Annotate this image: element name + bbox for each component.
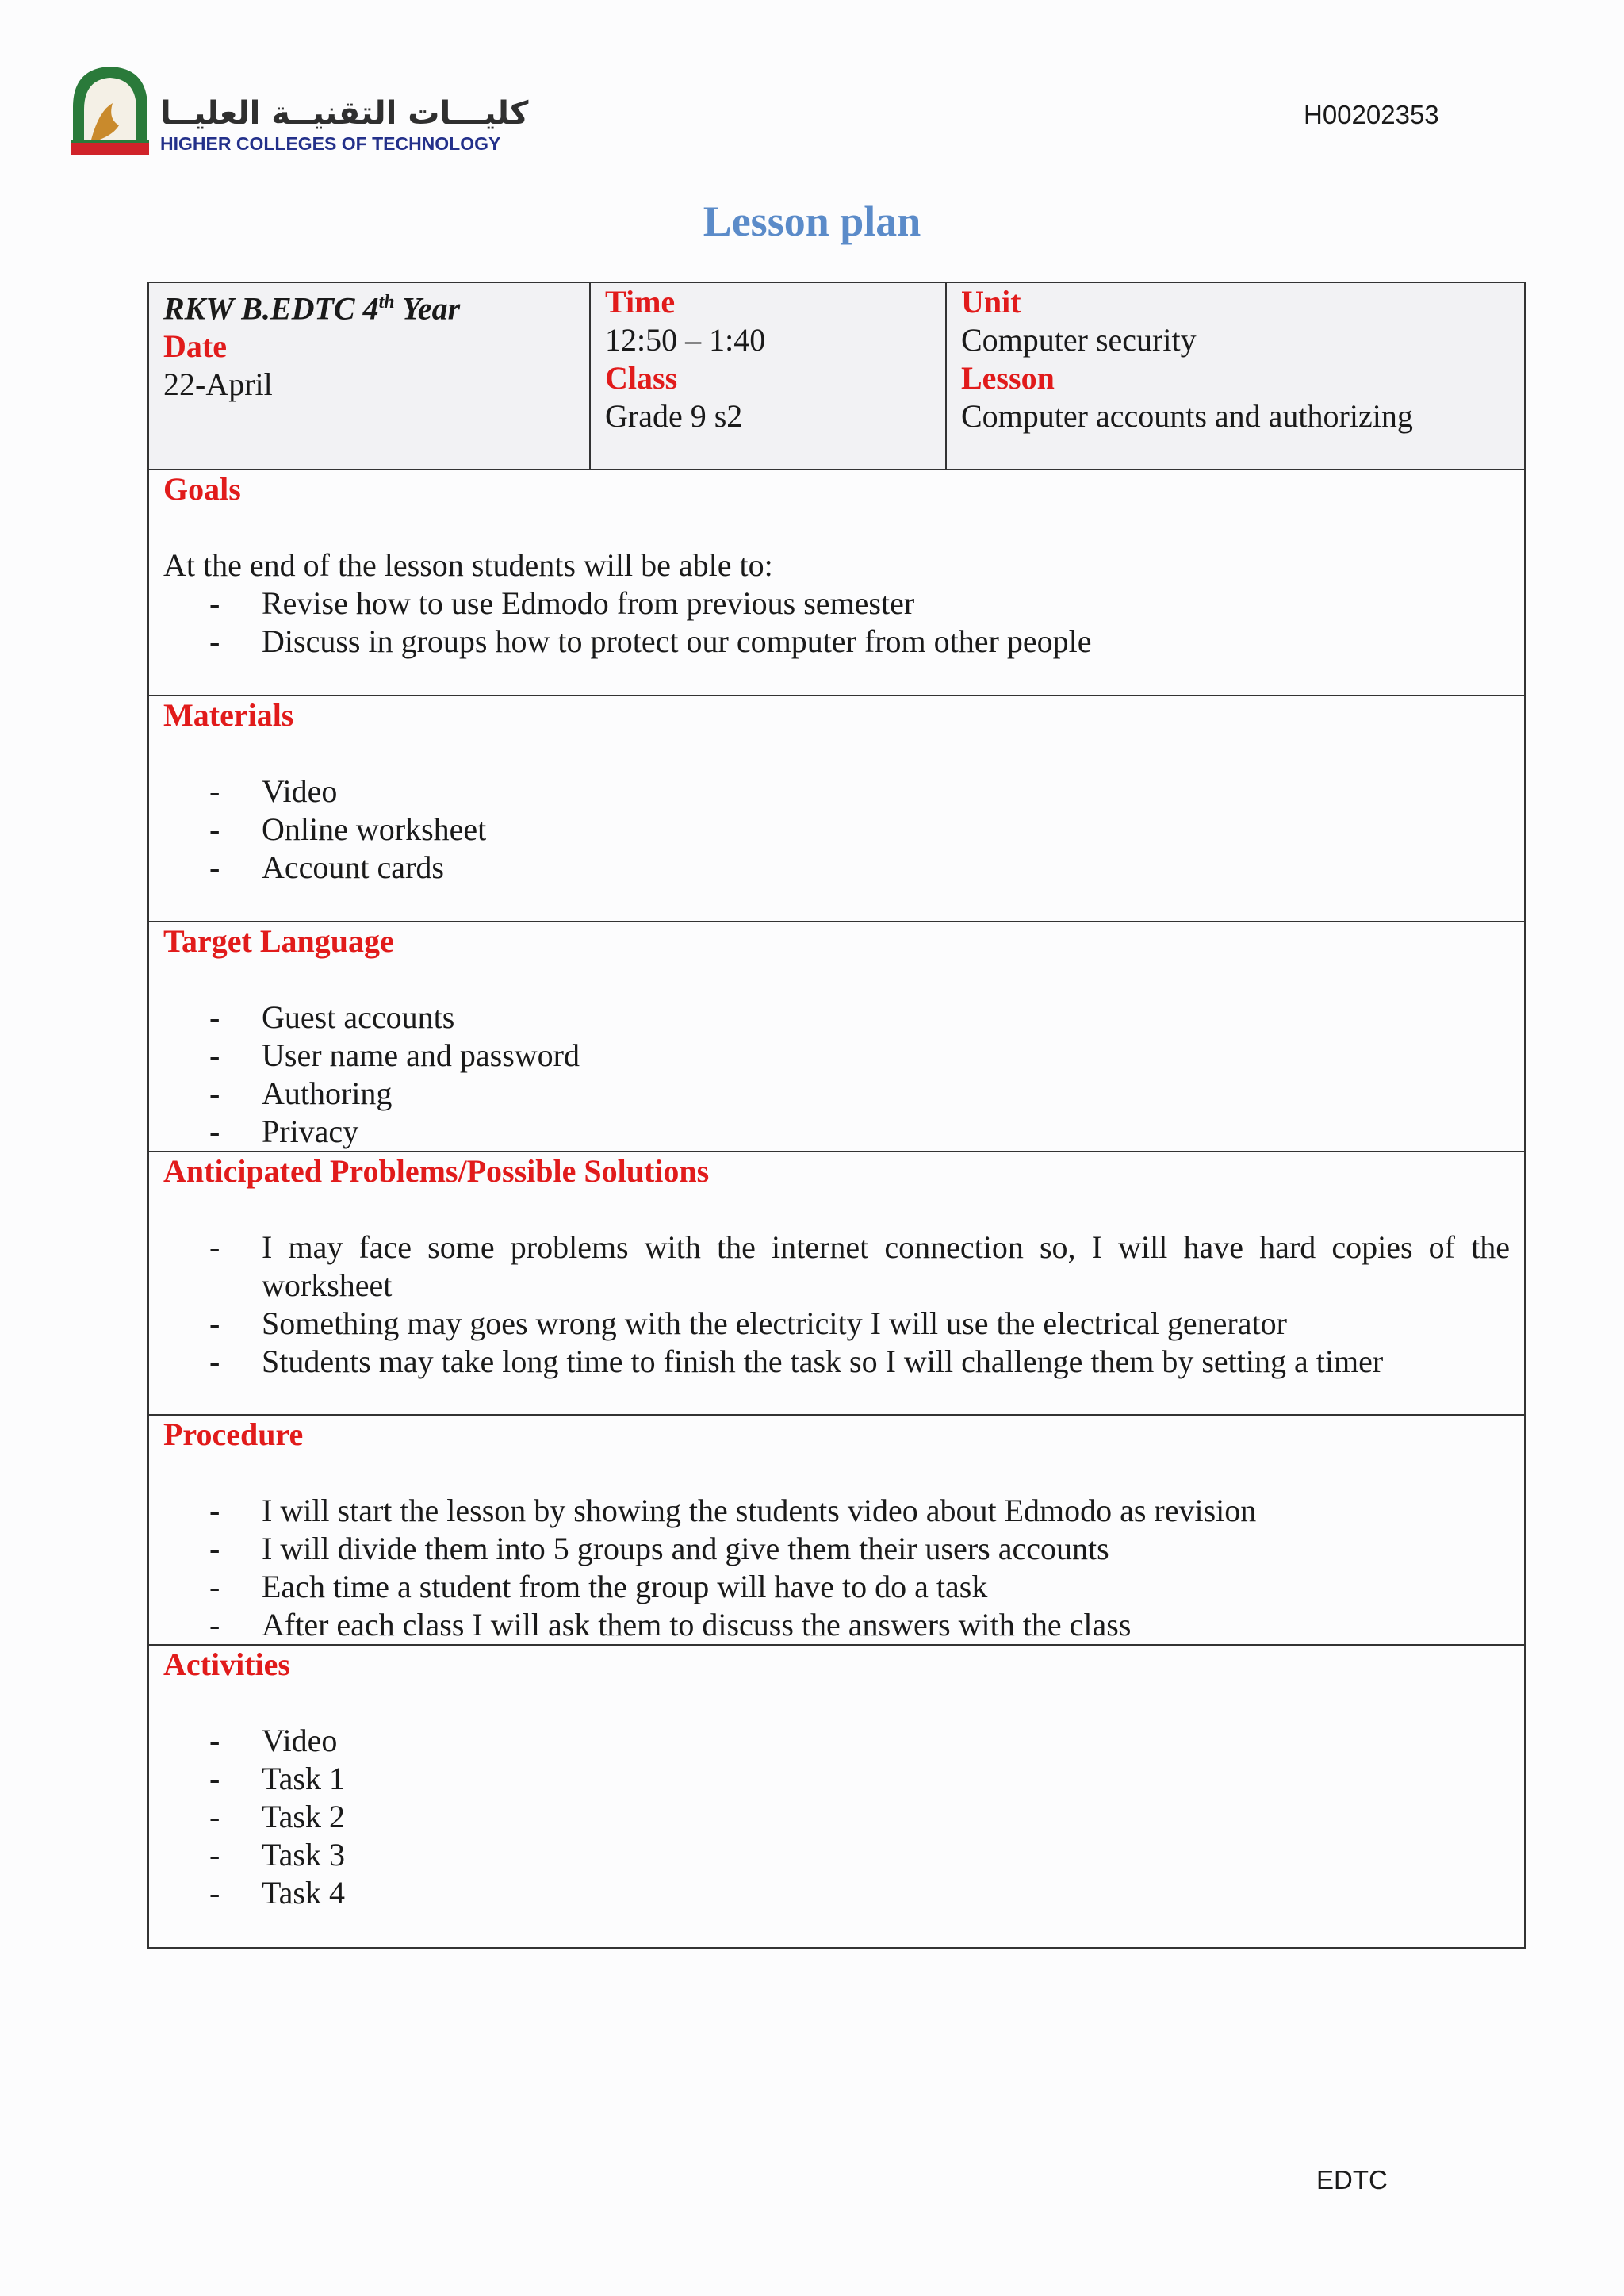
anticipated-problems-section bbox=[148, 1152, 1525, 1415]
list-item: - Task 4 bbox=[163, 1874, 1510, 1912]
list-item: - Revise how to use Edmodo from previous semester bbox=[163, 585, 1510, 623]
list-item: - Account cards bbox=[163, 849, 1510, 887]
list-item: - Video bbox=[163, 1722, 1510, 1760]
info-row bbox=[148, 282, 1525, 470]
list-item: - Authoring bbox=[163, 1075, 1510, 1113]
logo-arabic-text: كليـــات التقنيــة العليــا bbox=[160, 95, 529, 132]
activities-section bbox=[148, 1645, 1525, 1948]
list-item: - After each class I will ask them to discuss the answers with the class bbox=[163, 1606, 1510, 1644]
activities-heading: Activities bbox=[163, 1646, 290, 1682]
list-item: - I may face some problems with the internet connection so, I will have hard copies of the worksheet bbox=[163, 1228, 1510, 1305]
time-class-cell bbox=[590, 282, 946, 470]
list-item: - Task 3 bbox=[163, 1836, 1510, 1874]
list-item: - Privacy bbox=[163, 1113, 1510, 1151]
list-item: - Students may take long time to finish the task so I will challenge them by setting a timer bbox=[163, 1343, 1510, 1381]
class-label: Class bbox=[605, 360, 678, 396]
list-item: - User name and password bbox=[163, 1037, 1510, 1075]
materials-section bbox=[148, 696, 1525, 922]
unit-label: Unit bbox=[961, 284, 1021, 320]
course-title: RKW B.EDTC 4th Year bbox=[163, 290, 461, 327]
lesson-plan-table bbox=[147, 282, 1526, 1949]
list-item: - Task 1 bbox=[163, 1760, 1510, 1798]
procedure-heading: Procedure bbox=[163, 1416, 304, 1452]
footer-code: EDTC bbox=[1316, 2165, 1388, 2194]
target-language-section bbox=[148, 922, 1525, 1152]
procedure-list bbox=[163, 1492, 1510, 1644]
page-title: Lesson plan bbox=[703, 197, 921, 245]
list-item: - Guest accounts bbox=[163, 999, 1510, 1037]
time-label: Time bbox=[605, 284, 676, 320]
course-date-cell bbox=[148, 282, 590, 470]
college-emblem-icon bbox=[67, 63, 154, 157]
materials-list bbox=[163, 772, 1510, 887]
goals-heading: Goals bbox=[163, 471, 241, 507]
document-id: H00202353 bbox=[1304, 100, 1439, 129]
list-item: - Video bbox=[163, 772, 1510, 811]
target-language-list bbox=[163, 999, 1510, 1151]
materials-row bbox=[148, 696, 1525, 922]
date-value: 22-April bbox=[163, 366, 273, 403]
date-label: Date bbox=[163, 328, 227, 365]
list-item: - I will divide them into 5 groups and give them their users accounts bbox=[163, 1530, 1510, 1568]
anticipated-problems-list bbox=[163, 1228, 1510, 1381]
time-value: 12:50 – 1:40 bbox=[605, 322, 766, 358]
unit-value: Computer security bbox=[961, 322, 1197, 358]
list-item: - Each time a student from the group will have to do a task bbox=[163, 1568, 1510, 1606]
procedure-row bbox=[148, 1415, 1525, 1645]
target-language-heading: Target Language bbox=[163, 923, 394, 959]
goals-row bbox=[148, 470, 1525, 696]
list-item: - I will start the lesson by showing the students video about Edmodo as revision bbox=[163, 1492, 1510, 1530]
lesson-label: Lesson bbox=[961, 360, 1055, 396]
goals-section bbox=[148, 470, 1525, 696]
goals-intro: At the end of the lesson students will be able to: bbox=[163, 547, 773, 583]
anticipated-problems-row bbox=[148, 1152, 1525, 1415]
unit-lesson-cell bbox=[946, 282, 1525, 470]
activities-row bbox=[148, 1645, 1525, 1948]
procedure-section bbox=[148, 1415, 1525, 1645]
materials-heading: Materials bbox=[163, 697, 294, 733]
target-language-row bbox=[148, 922, 1525, 1152]
college-logo bbox=[67, 63, 529, 159]
list-item: - Discuss in groups how to protect our computer from other people bbox=[163, 623, 1510, 661]
list-item: - Task 2 bbox=[163, 1798, 1510, 1836]
activities-list bbox=[163, 1722, 1510, 1912]
class-value: Grade 9 s2 bbox=[605, 398, 743, 434]
list-item: - Something may goes wrong with the electricity I will use the electrical generator bbox=[163, 1305, 1510, 1343]
logo-english-text: HIGHER COLLEGES OF TECHNOLOGY bbox=[160, 133, 501, 154]
anticipated-problems-heading: Anticipated Problems/Possible Solutions bbox=[163, 1153, 710, 1189]
lesson-value: Computer accounts and authorizing bbox=[961, 398, 1413, 434]
goals-list bbox=[163, 585, 1510, 661]
list-item: - Online worksheet bbox=[163, 811, 1510, 849]
